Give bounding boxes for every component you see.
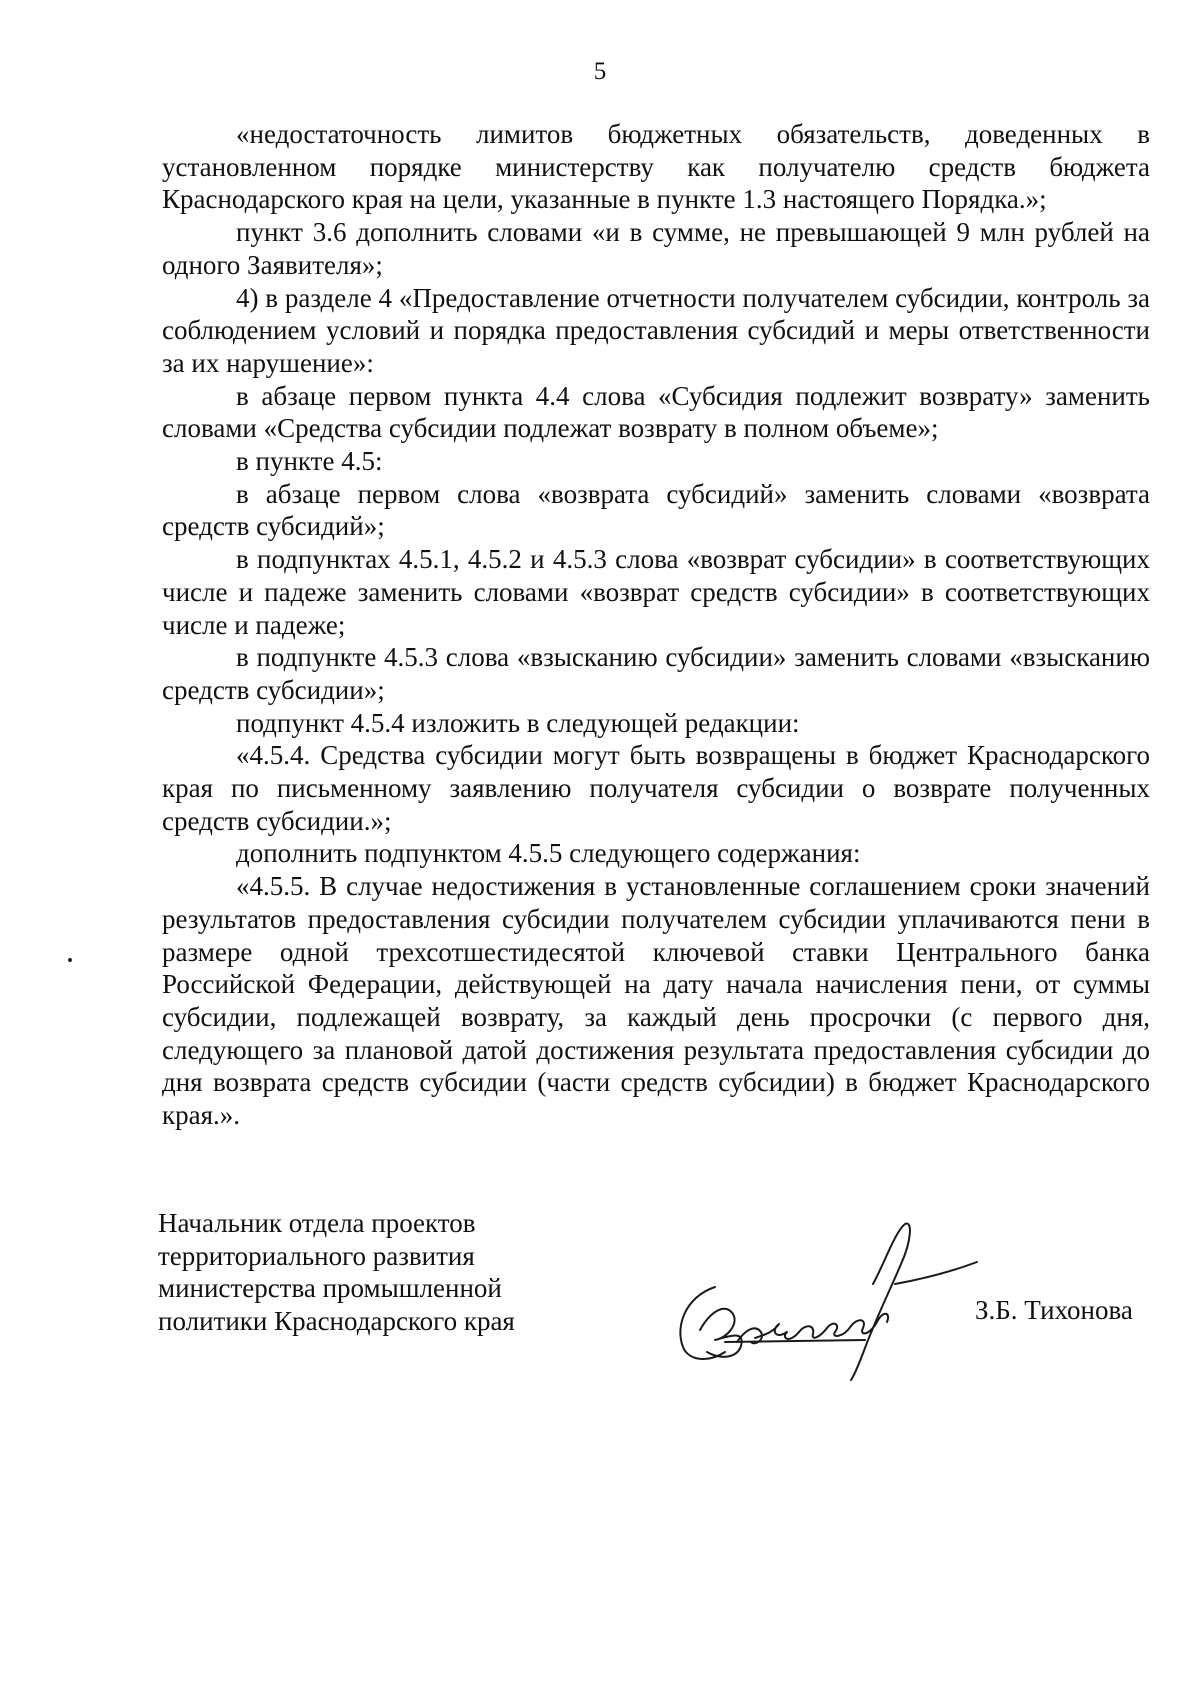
paragraph: «4.5.5. В случае недостижения в установленные соглашением сроки значений результатов предоставления субсидии получателем субсидии уплачиваются пени в размере одной трехсотшестидесятой ключевой ставки Центрального банка Российской Федерации, действующей на дату начала начисления пени, от суммы субсидии, подлежащей возврату, за каждый день просрочки (с первого дня, следующего за плановой датой достижения результата предоставления субсидии до дня возврата средств субсидии (части средств субсидии) в бюджет Краснодарского края.». <box>162 871 1150 1131</box>
signatory-title-line: Начальник отдела проектов <box>158 1208 476 1238</box>
signatory-title-line: территориального развития <box>158 1240 475 1271</box>
paragraph: подпункт 4.5.4 изложить в следующей редакции: <box>236 707 800 738</box>
scan-speck <box>68 958 72 962</box>
signatory-title-line: министерства промышленной <box>158 1273 502 1303</box>
paragraph: в пункте 4.5: <box>236 446 383 477</box>
paragraph: в абзаце первом слова «возврата субсидий» заменить словами «возврата средств субсидий»; <box>162 478 1150 542</box>
page-number: 5 <box>593 58 607 85</box>
paragraph: «недостаточность лимитов бюджетных обязательств, доведенных в установленном порядке министерству как получателю средств бюджета Краснодарского края на цели, указанные в пункте 1.3 настоящего Порядка.»; <box>162 119 1150 215</box>
paragraph: пункт 3.6 дополнить словами «и в сумме, не превышающей 9 млн рублей на одного Заявителя»; <box>162 217 1150 280</box>
paragraph: «4.5.4. Средства субсидии могут быть возвращены в бюджет Краснодарского края по письменному заявлению получателя субсидии о возврате полученных средств субсидии.»; <box>162 740 1150 836</box>
signatory-title-line: политики Краснодарского края <box>158 1305 515 1336</box>
handwritten-signature <box>655 1212 985 1387</box>
paragraph: в подпунктах 4.5.1, 4.5.2 и 4.5.3 слова «возврат субсидии» в соответствующих числе и падеже заменить словами «возврат средств субсидии» в соответствующих числе и падеже; <box>162 544 1150 640</box>
document-body <box>162 118 1150 1132</box>
paragraph: дополнить подпунктом 4.5.5 следующего содержания: <box>236 838 861 869</box>
signatory-title <box>158 1207 515 1337</box>
paragraph: в подпункте 4.5.3 слова «взысканию субсидии» заменить словами «взысканию средств субсидии»; <box>162 642 1150 705</box>
paragraph: в абзаце первом пункта 4.4 слова «Субсидия подлежит возврату» заменить словами «Средства субсидии подлежат возврату в полном объеме»; <box>162 380 1150 444</box>
signatory-name: З.Б. Тихонова <box>975 1295 1133 1325</box>
paragraph: 4) в разделе 4 «Предоставление отчетности получателем субсидии, контроль за соблюдением условий и порядка предоставления субсидий и меры ответственности за их нарушение»: <box>162 282 1150 378</box>
